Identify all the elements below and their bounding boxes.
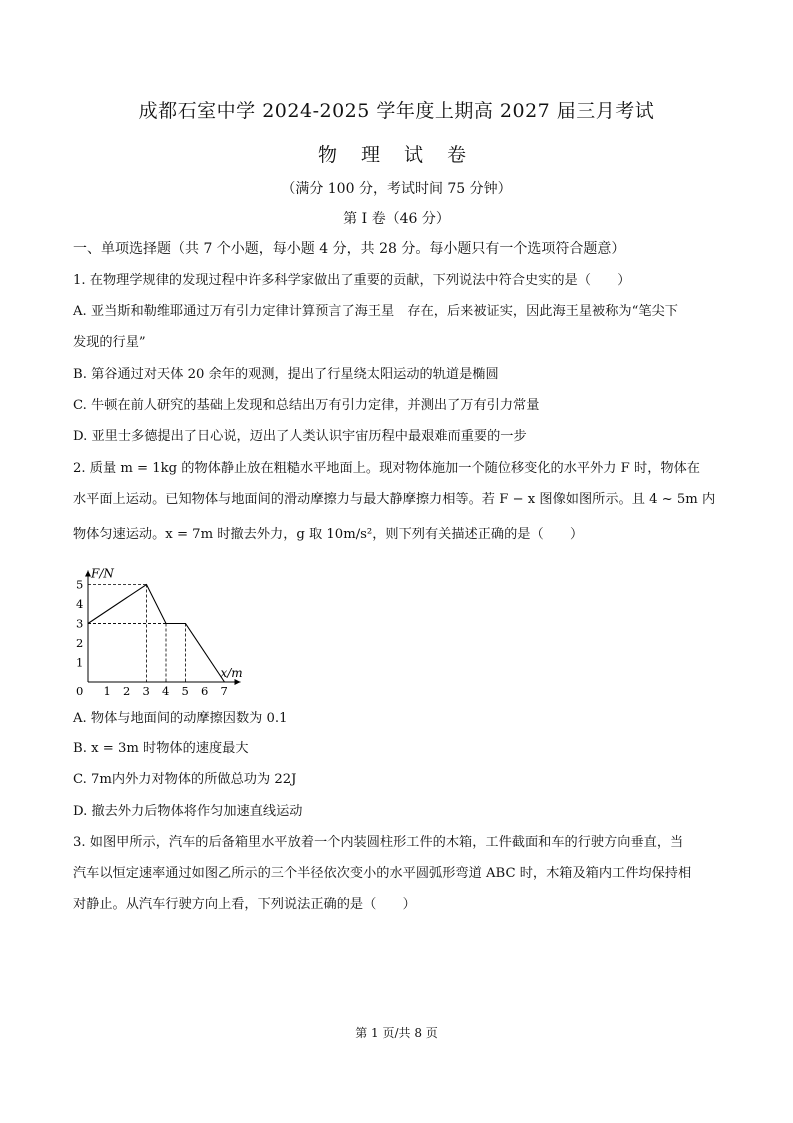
q1-option-a-cont: 发现的行星” xyxy=(73,335,146,350)
q3-stem-2: 汽车以恒定速率通过如图乙所示的三个半径依次变小的水平圆弧形弯道 ABC 时，木箱及箱内工件均保持相 xyxy=(73,866,692,881)
x-tick-label: 4 xyxy=(162,684,170,698)
y-tick-label: 3 xyxy=(76,616,84,631)
section-heading: 一、单项选择题（共 7 个小题，每小题 4 分，共 28 分。每小题只有一个选项符合题意） xyxy=(73,241,626,257)
x-tick-label: 3 xyxy=(142,684,150,698)
q2-option-b: B. x = 3m 时物体的速度最大 xyxy=(73,741,249,756)
page-footer: 第 1 页/共 8 页 xyxy=(355,1026,438,1040)
x-tick-label: 0 xyxy=(76,684,84,698)
q1-option-c: C. 牛顿在前人研究的基础上发现和总结出万有引力定律，并测出了万有引力常量 xyxy=(73,398,540,413)
y-tick-label: 4 xyxy=(76,597,84,611)
x-tick-label: 7 xyxy=(220,684,228,698)
x-tick-label: 2 xyxy=(123,684,131,698)
q1-stem: 1. 在物理学规律的发现过程中许多科学家做出了重要的贡献，下列说法中符合史实的是（ ） xyxy=(73,273,631,288)
q3-stem-1: 3. 如图甲所示，汽车的后备箱里水平放着一个内装圆柱形工件的木箱，工件截面和车的行驶方向垂直，当 xyxy=(73,835,684,850)
x-tick-label: 6 xyxy=(201,684,209,698)
q2-stem-1: 2. 质量 m = 1kg 的物体静止放在粗糙水平地面上。现对物体施加一个随位移变化的水平外力 F 时，物体在 xyxy=(73,461,700,476)
q1-option-d: D. 亚里士多德提出了日心说，迈出了人类认识宇宙历程中最艰难而重要的一步 xyxy=(73,429,527,444)
q2-stem-2: 水平面上运动。已知物体与地面间的滑动摩擦力与最大静摩擦力相等。若 F − x 图像如图所示。且 4 ~ 5m 内 xyxy=(73,492,716,507)
y-axis-label: F/N xyxy=(91,566,114,581)
q2-option-c: C. 7m内外力对物体的所做总功为 22J xyxy=(73,772,297,787)
exam-meta: （满分 100 分，考试时间 75 分钟） xyxy=(281,181,512,197)
y-tick-label: 1 xyxy=(76,655,84,670)
exam-subtitle: 物 理 试 卷 xyxy=(317,144,476,166)
exam-title: 成都石室中学 2024-2025 学年度上期高 2027 届三月考试 xyxy=(138,100,655,122)
x-tick-label: 5 xyxy=(181,684,189,698)
f-x-series-line xyxy=(88,585,225,683)
q2-option-a: A. 物体与地面间的动摩擦因数为 0.1 xyxy=(73,711,288,726)
f-x-graph xyxy=(70,558,270,698)
volume-label: 第 I 卷（46 分） xyxy=(343,211,450,227)
y-tick-label: 5 xyxy=(76,577,84,592)
q2-option-d: D. 撤去外力后物体将作匀加速直线运动 xyxy=(73,804,303,819)
q2-stem-3: 物体匀速运动。x = 7m 时撤去外力，g 取 10m/s²，则下列有关描述正确的是（ ） xyxy=(73,527,584,542)
x-tick-label: 1 xyxy=(103,684,111,698)
y-tick-label: 2 xyxy=(76,636,84,650)
q3-stem-3: 对静止。从汽车行驶方向上看，下列说法正确的是（ ） xyxy=(73,897,416,912)
x-axis-label: x/m xyxy=(220,666,243,680)
q1-option-a: A. 亚当斯和勒维耶通过万有引力定律计算预言了海王星 存在，后来被证实，因此海王星被称为“笔尖下 xyxy=(73,304,678,319)
q1-option-b: B. 第谷通过对天体 20 余年的观测，提出了行星绕太阳运动的轨道是椭圆 xyxy=(73,367,499,382)
